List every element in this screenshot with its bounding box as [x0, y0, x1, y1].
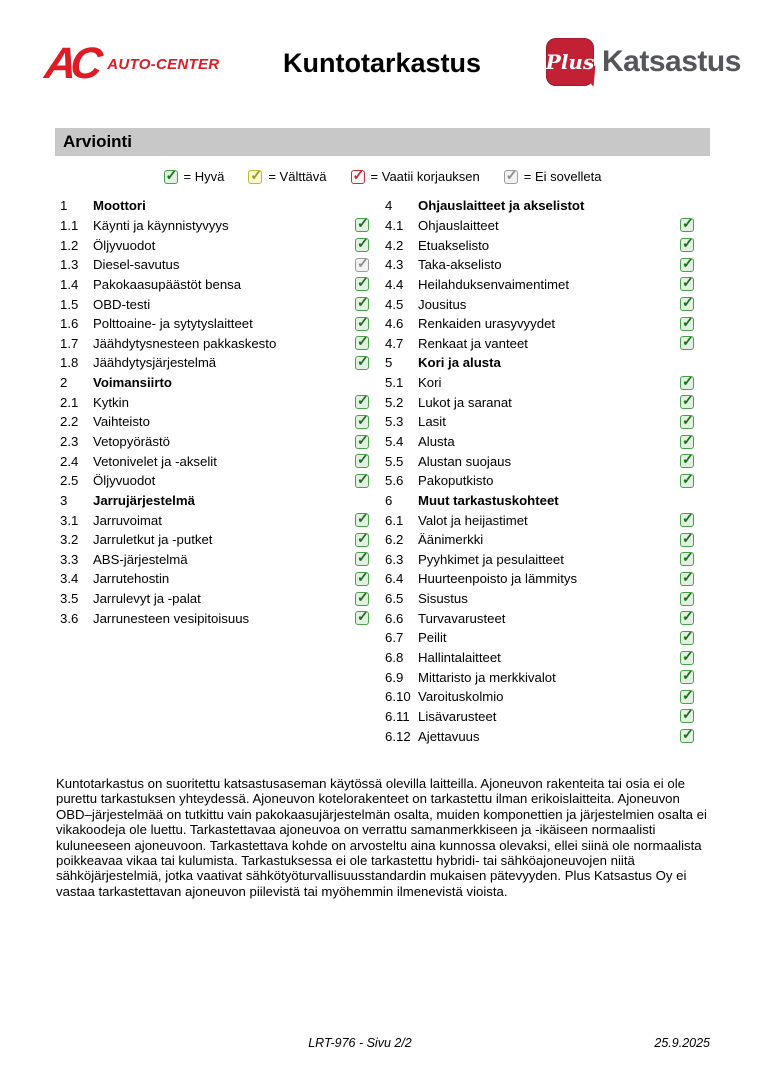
item-number: 1.1	[60, 217, 79, 233]
checkbox-repair-icon	[351, 170, 365, 184]
item-label: Alusta	[418, 434, 455, 449]
legend-label: = Vaatii korjauksen	[370, 169, 480, 184]
checkbox-good-icon	[355, 572, 369, 586]
checklist-row	[385, 314, 694, 334]
item-number: 2	[60, 375, 68, 391]
item-label: Ohjauslaitteet ja akselistot	[418, 198, 585, 214]
item-label: Vetopyörästö	[93, 434, 170, 449]
item-number: 3.6	[60, 610, 79, 626]
item-number: 2.1	[60, 394, 79, 410]
checklist-row	[60, 294, 369, 314]
legend-label: = Välttävä	[268, 169, 327, 184]
item-number: 4.2	[385, 237, 404, 253]
checkbox-good-icon	[680, 513, 694, 527]
checkbox-fair-icon	[248, 170, 262, 184]
item-label: Jarrunesteen vesipitoisuus	[93, 610, 250, 626]
checkbox-good-icon	[680, 376, 694, 390]
legend-item	[351, 169, 480, 184]
item-number: 6.7	[385, 630, 404, 646]
item-label: Alustan suojaus	[418, 453, 512, 469]
footer-page-reference: LRT-976 - Sivu 2/2	[308, 1036, 412, 1050]
checklist-row	[385, 687, 694, 707]
item-label: Moottori	[93, 198, 146, 214]
item-label: Jarruvoimat	[93, 512, 162, 528]
checkbox-good-icon	[680, 277, 694, 291]
legend-item	[248, 169, 326, 184]
item-number: 1	[60, 198, 68, 214]
checklist-section-header	[385, 353, 694, 373]
checkbox-good-icon	[355, 317, 369, 331]
item-label: Voimansiirto	[93, 375, 172, 391]
checkbox-good-icon	[680, 709, 694, 723]
checklist-left-column	[60, 196, 369, 746]
checkbox-good-icon	[680, 631, 694, 645]
checklist-row	[60, 530, 369, 550]
checklist-row	[60, 353, 369, 373]
checkbox-good-icon	[355, 218, 369, 232]
checklist-row	[385, 648, 694, 668]
item-label: Kori ja alusta	[418, 355, 501, 371]
item-number: 5.3	[385, 414, 404, 430]
item-label: Mittaristo ja merkkivalot	[418, 669, 556, 685]
item-number: 4.4	[385, 276, 404, 292]
item-number: 6.3	[385, 551, 404, 567]
checkbox-good-icon	[680, 572, 694, 586]
auto-center-logo-mark-icon: AC	[42, 39, 99, 88]
item-number: 4.5	[385, 296, 404, 312]
checkbox-good-icon	[355, 297, 369, 311]
plus-bubble-text: Plus	[545, 50, 595, 74]
checklist-row	[60, 471, 369, 491]
checklist-row	[385, 275, 694, 295]
item-label: Jarrujärjestelmä	[93, 492, 195, 508]
plus-katsastus-logo-text: Katsastus	[602, 45, 741, 78]
checklist-row	[385, 294, 694, 314]
footer-date: 25.9.2025	[654, 1036, 710, 1050]
checklist-row	[385, 569, 694, 589]
checkbox-good-icon	[355, 435, 369, 449]
item-number: 6.2	[385, 532, 404, 548]
checklist-row	[60, 392, 369, 412]
checkbox-good-icon	[680, 317, 694, 331]
checklist-row	[385, 707, 694, 727]
item-number: 2.3	[60, 434, 79, 449]
checklist-section-header	[385, 491, 694, 511]
item-label: Peilit	[418, 630, 447, 646]
checkbox-good-icon	[680, 533, 694, 547]
item-number: 3.5	[60, 591, 79, 607]
item-number: 4	[385, 198, 393, 214]
checklist-row	[60, 216, 369, 236]
checkbox-good-icon	[355, 474, 369, 488]
item-label: Pyyhkimet ja pesulaitteet	[418, 551, 564, 567]
item-number: 5.1	[385, 375, 404, 391]
item-label: Varoituskolmio	[418, 689, 504, 705]
checklist-right-column	[385, 196, 694, 746]
item-label: Valot ja heijastimet	[418, 512, 528, 528]
checkbox-na-icon	[504, 170, 518, 184]
item-number: 4.1	[385, 217, 404, 233]
checklist-row	[385, 255, 694, 275]
checkbox-good-icon	[680, 690, 694, 704]
checklist-row	[60, 510, 369, 530]
item-number: 6.9	[385, 669, 404, 685]
checkbox-good-icon	[355, 277, 369, 291]
checklist-row	[385, 628, 694, 648]
legend-item	[504, 169, 602, 184]
item-number: 6	[385, 492, 393, 508]
checkbox-good-icon	[680, 435, 694, 449]
checklist	[60, 196, 710, 746]
checkbox-good-icon	[680, 258, 694, 272]
item-number: 1.7	[60, 335, 79, 351]
item-number: 5.2	[385, 394, 404, 410]
checkbox-good-icon	[355, 611, 369, 625]
item-label: Sisustus	[418, 591, 468, 607]
checkbox-good-icon	[355, 356, 369, 370]
checklist-section-header	[60, 373, 369, 393]
item-label: Ajettavuus	[418, 728, 480, 744]
item-number: 4.7	[385, 335, 404, 351]
item-label: Pakokaasupäästöt bensa	[93, 276, 242, 292]
checkbox-good-icon	[355, 592, 369, 606]
checkbox-good-icon	[680, 592, 694, 606]
checkbox-good-icon	[355, 415, 369, 429]
item-label: Pakoputkisto	[418, 473, 494, 489]
item-label: Lasit	[418, 414, 446, 430]
legend-item	[164, 169, 225, 184]
item-number: 6.5	[385, 591, 404, 607]
checklist-row	[60, 550, 369, 570]
item-label: Jousitus	[418, 296, 467, 312]
item-number: 6.4	[385, 571, 404, 587]
item-label: Jarrutehostin	[93, 571, 170, 587]
checklist-row	[60, 412, 369, 432]
item-number: 1.6	[60, 316, 79, 332]
checklist-row	[385, 530, 694, 550]
checklist-row	[60, 569, 369, 589]
checklist-row	[60, 235, 369, 255]
checklist-row	[385, 412, 694, 432]
item-number: 5.5	[385, 453, 404, 469]
checkbox-good-icon	[680, 395, 694, 409]
item-label: Renkaat ja vanteet	[418, 335, 528, 351]
checkbox-good-icon	[164, 170, 178, 184]
item-label: Huurteenpoisto ja lämmitys	[418, 571, 578, 587]
item-number: 6.1	[385, 512, 404, 528]
item-number: 5	[385, 355, 393, 371]
item-label: Öljyvuodot	[93, 473, 156, 489]
checklist-row	[385, 667, 694, 687]
checklist-row	[385, 432, 694, 452]
checklist-row	[60, 608, 369, 628]
checklist-row	[60, 255, 369, 275]
checklist-row	[385, 726, 694, 746]
auto-center-logo-text: AUTO-CENTER	[107, 55, 220, 73]
checkbox-good-icon	[680, 454, 694, 468]
checklist-row	[60, 275, 369, 295]
section-header-arviointi: Arviointi	[55, 128, 710, 156]
legend-label: = Hyvä	[183, 169, 225, 184]
item-label: Äänimerkki	[418, 532, 484, 548]
item-number: 6.12	[385, 728, 411, 744]
checklist-row	[385, 589, 694, 609]
checkbox-good-icon	[355, 454, 369, 468]
checklist-row	[385, 392, 694, 412]
checkbox-good-icon	[680, 611, 694, 625]
item-label: Taka-akselisto	[418, 257, 502, 273]
checkbox-good-icon	[355, 336, 369, 350]
item-number: 2.4	[60, 453, 79, 469]
item-number: 6.6	[385, 610, 404, 626]
item-label: Jarrulevyt ja -palat	[93, 591, 201, 607]
item-label: Kori	[418, 375, 442, 391]
checklist-row	[385, 550, 694, 570]
item-label: Diesel-savutus	[93, 257, 180, 273]
item-number: 1.3	[60, 257, 79, 273]
checklist-row	[385, 451, 694, 471]
checklist-row	[385, 471, 694, 491]
checkbox-good-icon	[680, 651, 694, 665]
plus-katsastus-logo	[546, 38, 741, 86]
item-label: ABS-järjestelmä	[93, 551, 188, 567]
item-number: 3.3	[60, 551, 79, 567]
checklist-row	[385, 373, 694, 393]
item-label: Renkaiden urasyvyydet	[418, 316, 556, 332]
item-label: Jäähdytysjärjestelmä	[93, 355, 217, 371]
item-label: OBD-testi	[93, 296, 151, 312]
item-number: 1.2	[60, 237, 79, 253]
item-label: Hallintalaitteet	[418, 650, 501, 666]
checkbox-good-icon	[355, 533, 369, 547]
checklist-row	[60, 589, 369, 609]
checkbox-good-icon	[680, 415, 694, 429]
item-label: Vetonivelet ja -akselit	[93, 453, 217, 469]
item-label: Öljyvuodot	[93, 237, 156, 253]
item-number: 3	[60, 492, 68, 508]
checkbox-good-icon	[680, 670, 694, 684]
item-number: 5.4	[385, 434, 404, 449]
item-number: 2.2	[60, 414, 79, 430]
item-label: Ohjauslaitteet	[418, 217, 499, 233]
checkbox-good-icon	[680, 474, 694, 488]
legend-label: = Ei sovelleta	[523, 169, 602, 184]
checklist-section-header	[60, 196, 369, 216]
item-number: 3.4	[60, 571, 79, 587]
checkbox-good-icon	[680, 218, 694, 232]
checklist-section-header	[385, 196, 694, 216]
checkbox-good-icon	[680, 336, 694, 350]
item-label: Kytkin	[93, 394, 129, 410]
item-label: Lukot ja saranat	[418, 394, 512, 410]
checklist-row	[385, 333, 694, 353]
checklist-row	[60, 314, 369, 334]
page-title: Kuntotarkastus	[282, 48, 482, 78]
checklist-row	[385, 235, 694, 255]
legend	[55, 169, 710, 184]
item-label: Jäähdytysnesteen pakkaskesto	[93, 335, 277, 351]
checkbox-good-icon	[680, 729, 694, 743]
item-label: Muut tarkastuskohteet	[418, 492, 559, 508]
checklist-row	[385, 510, 694, 530]
item-label: Heilahduksenvaimentimet	[418, 276, 569, 292]
item-number: 1.4	[60, 276, 79, 292]
checkbox-good-icon	[355, 552, 369, 566]
checkbox-good-icon	[355, 395, 369, 409]
item-number: 3.2	[60, 532, 79, 548]
checkbox-good-icon	[355, 513, 369, 527]
item-number: 1.8	[60, 355, 79, 371]
checklist-row	[385, 216, 694, 236]
disclaimer-text: Kuntotarkastus on suoritettu katsastusaseman käytössä olevilla laitteilla. Ajoneuvon rakenteita tai osia ei ole purettu tarkastuksen yhteydessä. Ajoneuvon kotelorakenteet on tarkastettu ilman erikoislaitteita. Ajoneuvon OBD–järjestelmää on tutkittu vain pakokaasujärjestelmän osalta, muiden komponettien ja järjestelmien osalta ei vikakoodeja ole luettu. Tarkastettavaa ajoneuvoa on verrattu samanmerkkiseen ja -ikäiseen normaalisti kuluneeseen ajoneuvoon. Tarkastettava kohde on arvosteltu aina kunnossa olevaksi, ellei siinä ole normaalista poikkeavaa vikaa tai kulumista. Tarkastuksessa ei ole tarkastettu hybridi- tai sähköajoneuvojen niitä sähköjärjestelmiä, jotka vaativat sähkötyöturvallisuusstandardin mukaisen pätevyyden. Plus Katsastus Oy ei vastaa tarkastettavan ajoneuvon piilevistä tai myöhemmin ilmenevistä vioista.	[56, 776, 707, 899]
item-number: 5.6	[385, 473, 404, 489]
checkbox-good-icon	[680, 238, 694, 252]
item-label: Etuakselisto	[418, 237, 490, 253]
checklist-row	[385, 608, 694, 628]
item-label: Lisävarusteet	[418, 708, 497, 724]
item-number: 6.11	[385, 708, 410, 724]
checkbox-good-icon	[355, 238, 369, 252]
item-label: Vaihteisto	[93, 414, 150, 430]
item-label: Polttoaine- ja sytytyslaitteet	[93, 316, 253, 332]
item-number: 4.6	[385, 316, 404, 332]
checkbox-na-icon	[355, 258, 369, 272]
item-label: Käynti ja käynnistyvyys	[93, 217, 229, 233]
item-number: 6.10	[385, 689, 411, 705]
item-number: 1.5	[60, 296, 79, 312]
checkbox-good-icon	[680, 297, 694, 311]
item-label: Turvavarusteet	[418, 610, 506, 626]
item-number: 3.1	[60, 512, 79, 528]
item-number: 4.3	[385, 257, 404, 273]
checklist-section-header	[60, 491, 369, 511]
item-number: 2.5	[60, 473, 79, 489]
checklist-row	[60, 451, 369, 471]
checkbox-good-icon	[680, 552, 694, 566]
checklist-row	[60, 333, 369, 353]
item-number: 6.8	[385, 650, 404, 666]
checklist-row	[60, 432, 369, 452]
item-label: Jarruletkut ja -putket	[93, 532, 213, 548]
plus-bubble-icon	[546, 38, 594, 86]
